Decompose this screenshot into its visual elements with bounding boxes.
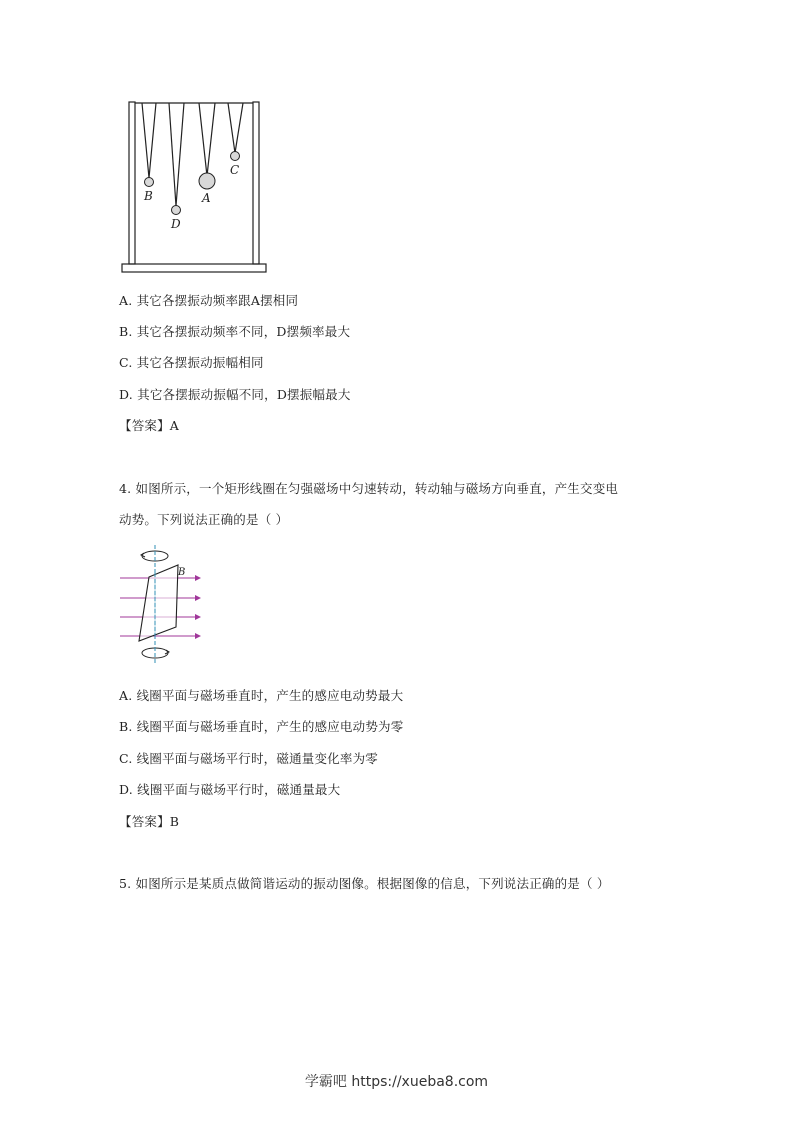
footer-watermark: 学霸吧 https://xueba8.com [304, 1074, 489, 1090]
left-post [129, 102, 135, 264]
q3-option-c: C. 其它各摆振动振幅相同 [119, 355, 264, 370]
q5-stem: 5. 如图所示是某质点做简谐运动的振动图像。根据图像的信息，下列说法正确的是（ ） [119, 876, 610, 891]
bob-d [172, 206, 181, 215]
right-post [253, 102, 259, 264]
label-d: D [171, 217, 181, 231]
base [122, 264, 266, 272]
coil-figure [118, 543, 208, 665]
bob-c [231, 152, 240, 161]
q4-option-c: C. 线圈平面与磁场平行时，磁通量变化率为零 [119, 751, 378, 766]
coil [139, 565, 178, 641]
q3-option-b: B. 其它各摆振动频率不同，D摆频率最大 [119, 324, 351, 339]
q3-answer: 【答案】A [119, 418, 180, 433]
q4-option-d: D. 线圈平面与磁场平行时，磁通量最大 [119, 782, 341, 797]
q4-answer: 【答案】B [119, 814, 180, 829]
label-b: B [144, 189, 153, 203]
label-a: A [202, 191, 211, 205]
q4-stem-line1: 4. 如图所示，一个矩形线圈在匀强磁场中匀速转动，转动轴与磁场方向垂直，产生交变电 [119, 481, 619, 496]
pendulum-figure [118, 98, 270, 278]
q4-option-b: B. 线圈平面与磁场垂直时，产生的感应电动势为零 [119, 719, 404, 734]
q3-option-a: A. 其它各摆振动频率跟A摆相同 [119, 293, 299, 308]
q3-option-d: D. 其它各摆振动振幅不同，D摆振幅最大 [119, 387, 351, 402]
bob-a [199, 173, 215, 189]
field-label-b: B [178, 567, 186, 578]
q4-option-a: A. 线圈平面与磁场垂直时，产生的感应电动势最大 [119, 688, 404, 703]
label-c: C [230, 163, 240, 177]
bob-b [145, 178, 154, 187]
q4-stem-line2: 动势。下列说法正确的是（ ） [119, 512, 289, 527]
